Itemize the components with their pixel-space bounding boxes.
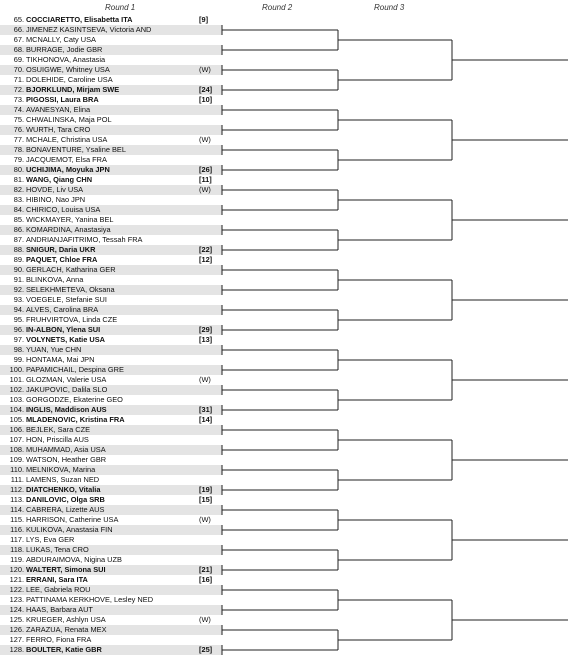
player-name: MLADENOVIC, Kristina FRA [26, 415, 125, 424]
entry-number: 88. [13, 245, 24, 254]
player-name: HARRISON, Catherine USA [26, 515, 119, 524]
player-name: ABDURAIMOVA, Nigina UZB [26, 555, 122, 564]
player-name: BOULTER, Katie GBR [26, 645, 102, 654]
player-name: WURTH, Tara CRO [26, 125, 91, 134]
entry-number: 90. [13, 265, 24, 274]
entry-number: 69. [13, 55, 24, 64]
entry-number: 79. [13, 155, 24, 164]
player-name: HIBINO, Nao JPN [26, 195, 86, 204]
player-name: SNIGUR, Daria UKR [26, 245, 96, 254]
seed-tag: [21] [199, 565, 213, 574]
entry-number: 123. [9, 595, 24, 604]
player-name: BJORKLUND, Mirjam SWE [26, 85, 120, 94]
player-name: MELNIKOVA, Marina [26, 465, 96, 474]
seed-tag: [9] [199, 15, 209, 24]
entry-number: 74. [13, 105, 24, 114]
player-name: HON, Priscilla AUS [26, 435, 89, 444]
entry-number: 66. [13, 25, 24, 34]
entry-number: 84. [13, 205, 24, 214]
player-name: JACQUEMOT, Elsa FRA [26, 155, 107, 164]
entry-number: 122. [9, 585, 24, 594]
round-2-header: Round 2 [262, 3, 293, 12]
entry-number: 125. [9, 615, 24, 624]
seed-tag: [31] [199, 405, 213, 414]
entry-number: 104. [9, 405, 24, 414]
entry-number: 75. [13, 115, 24, 124]
entry-number: 85. [13, 215, 24, 224]
entry-number: 81. [13, 175, 24, 184]
entry-number: 127. [9, 635, 24, 644]
player-name: GERLACH, Katharina GER [26, 265, 116, 274]
entry-number: 119. [10, 555, 24, 564]
player-name: HOVDE, Liv USA [26, 185, 84, 194]
seed-tag: [24] [199, 85, 213, 94]
player-name: FERRO, Fiona FRA [26, 635, 92, 644]
player-name: FRUHVIRTOVA, Linda CZE [26, 315, 118, 324]
seed-tag: (W) [199, 65, 211, 74]
entry-number: 87. [13, 235, 24, 244]
entry-number: 100. [9, 365, 24, 374]
player-name: WATSON, Heather GBR [26, 455, 107, 464]
entry-number: 83. [13, 195, 24, 204]
player-name: BURRAGE, Jodie GBR [26, 45, 103, 54]
player-name: PAQUET, Chloe FRA [26, 255, 98, 264]
player-name: BONAVENTURE, Ysaline BEL [26, 145, 126, 154]
seed-tag: [12] [199, 255, 213, 264]
entry-number: 70. [13, 65, 24, 74]
entry-number: 110. [10, 465, 24, 474]
player-name: INGLIS, Maddison AUS [26, 405, 107, 414]
entry-number: 73. [13, 95, 24, 104]
player-name: WALTERT, Simona SUI [26, 565, 106, 574]
player-name: PIGOSSI, Laura BRA [26, 95, 99, 104]
player-name: PAPAMICHAIL, Despina GRE [26, 365, 124, 374]
entry-number: 80. [13, 165, 24, 174]
player-name: CHWALINSKA, Maja POL [26, 115, 112, 124]
seed-tag: [11] [199, 175, 212, 184]
entry-number: 86. [13, 225, 24, 234]
entry-number: 105. [9, 415, 24, 424]
player-name: UCHIJIMA, Moyuka JPN [26, 165, 110, 174]
entry-number: 93. [13, 295, 24, 304]
player-name: PATTINAMA KERKHOVE, Lesley NED [26, 595, 154, 604]
round-1-header: Round 1 [105, 3, 136, 12]
entry-number: 126. [9, 625, 24, 634]
player-name: CABRERA, Lizette AUS [26, 505, 105, 514]
player-name: GORGODZE, Ekaterine GEO [26, 395, 123, 404]
player-name: HONTAMA, Mai JPN [26, 355, 95, 364]
entry-number: 117. [10, 535, 24, 544]
player-name: SELEKHMETEVA, Oksana [26, 285, 115, 294]
player-name: WICKMAYER, Yanina BEL [26, 215, 114, 224]
player-name: VOLYNETS, Katie USA [26, 335, 105, 344]
entry-number: 68. [13, 45, 24, 54]
player-name: HAAS, Barbara AUT [26, 605, 93, 614]
entry-number: 107. [9, 435, 24, 444]
entry-number: 67. [13, 35, 24, 44]
player-name: MUHAMMAD, Asia USA [26, 445, 106, 454]
seed-tag: [19] [199, 485, 213, 494]
entry-number: 114. [10, 505, 24, 514]
entry-number: 112. [10, 485, 24, 494]
entry-number: 96. [13, 325, 24, 334]
player-name: LAMENS, Suzan NED [26, 475, 100, 484]
player-name: YUAN, Yue CHN [26, 345, 82, 354]
player-name: WANG, Qiang CHN [26, 175, 93, 184]
entry-number: 97. [13, 335, 24, 344]
entry-number: 120. [9, 565, 24, 574]
player-name: GLOZMAN, Valerie USA [26, 375, 107, 384]
player-name: BLINKOVA, Anna [26, 275, 84, 284]
player-name: ALVES, Carolina BRA [26, 305, 99, 314]
entry-number: 116. [10, 525, 24, 534]
player-name: ERRANI, Sara ITA [26, 575, 88, 584]
entry-number: 101. [9, 375, 24, 384]
entry-number: 121. [9, 575, 24, 584]
seed-tag: (W) [199, 375, 211, 384]
player-name: JAKUPOVIC, Dalila SLO [26, 385, 108, 394]
player-name: CHIRICO, Louisa USA [26, 205, 101, 214]
entry-number: 109. [9, 455, 24, 464]
entry-number: 103. [9, 395, 24, 404]
round-3-header: Round 3 [374, 3, 405, 12]
entry-number: 65. [13, 15, 24, 24]
player-name: COCCIARETTO, Elisabetta ITA [26, 15, 133, 24]
seed-tag: [15] [199, 495, 213, 504]
entry-number: 118. [10, 545, 24, 554]
seed-tag: (W) [199, 615, 211, 624]
entry-number: 82. [13, 185, 24, 194]
player-name: KULIKOVA, Anastasia FIN [26, 525, 113, 534]
seed-tag: [10] [199, 95, 213, 104]
entry-number: 77. [13, 135, 24, 144]
player-name: ZARAZUA, Renata MEX [26, 625, 107, 634]
seed-tag: [16] [199, 575, 213, 584]
seed-tag: [22] [199, 245, 213, 254]
seed-tag: [29] [199, 325, 213, 334]
entry-number: 98. [13, 345, 24, 354]
player-name: TIKHONOVA, Anastasia [26, 55, 106, 64]
player-name: LUKAS, Tena CRO [26, 545, 89, 554]
player-name: LYS, Eva GER [26, 535, 75, 544]
entry-number: 71. [13, 75, 24, 84]
player-name: DIATCHENKO, Vitalia [26, 485, 101, 494]
entry-number: 102. [9, 385, 24, 394]
player-name: MCHALE, Christina USA [26, 135, 108, 144]
entry-number: 72. [13, 85, 24, 94]
entry-number: 128. [9, 645, 24, 654]
player-name: BEJLEK, Sara CZE [26, 425, 91, 434]
entry-number: 113. [10, 495, 24, 504]
entry-number: 115. [10, 515, 24, 524]
entry-number: 91. [13, 275, 24, 284]
entry-number: 99. [13, 355, 24, 364]
seed-tag: (W) [199, 515, 211, 524]
player-name: KRUEGER, Ashlyn USA [26, 615, 106, 624]
seed-tag: (W) [199, 185, 211, 194]
player-name: MCNALLY, Caty USA [26, 35, 96, 44]
player-name: DOLEHIDE, Caroline USA [26, 75, 113, 84]
player-name: VOEGELE, Stefanie SUI [26, 295, 107, 304]
entry-number: 89. [13, 255, 24, 264]
entry-number: 76. [13, 125, 24, 134]
entry-number: 92. [13, 285, 24, 294]
player-name: JIMENEZ KASINTSEVA, Victoria AND [26, 25, 152, 34]
player-name: AVANESYAN, Elina [26, 105, 91, 114]
player-name: DANILOVIC, Olga SRB [26, 495, 105, 504]
entry-number: 108. [9, 445, 24, 454]
seed-tag: [13] [199, 335, 213, 344]
entry-number: 95. [13, 315, 24, 324]
entry-number: 124. [9, 605, 24, 614]
entry-number: 111. [10, 475, 24, 484]
entry-number: 78. [13, 145, 24, 154]
entry-number: 94. [13, 305, 24, 314]
player-name: ANDRIANJAFITRIMO, Tessah FRA [26, 235, 143, 244]
seed-tag: [26] [199, 165, 213, 174]
player-name: LEE, Gabriela ROU [26, 585, 91, 594]
seed-tag: [14] [199, 415, 213, 424]
player-name: IN-ALBON, Ylena SUI [26, 325, 101, 334]
player-name: KOMARDINA, Anastasiya [26, 225, 111, 234]
player-name: OSUIGWE, Whitney USA [26, 65, 110, 74]
seed-tag: [25] [199, 645, 213, 654]
entry-number: 106. [9, 425, 24, 434]
seed-tag: (W) [199, 135, 211, 144]
